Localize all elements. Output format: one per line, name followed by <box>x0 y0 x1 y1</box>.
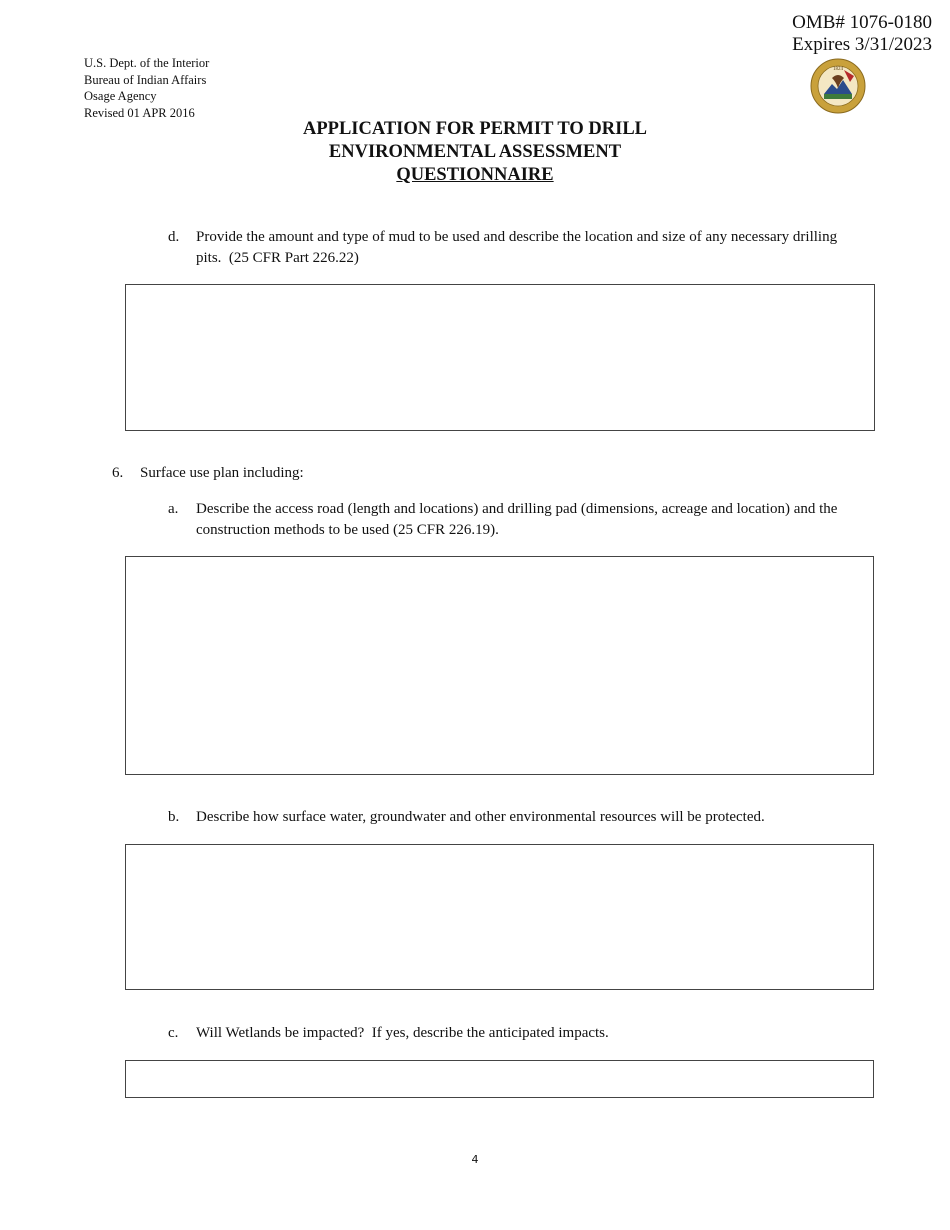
question-c <box>168 1023 888 1045</box>
agency-department: U.S. Dept. of the Interior <box>84 56 210 70</box>
question-c-text: Will Wetlands be impacted? If yes, describe the anticipated impacts. <box>196 1025 609 1041</box>
question-a-text <box>196 499 886 540</box>
question-b <box>168 807 888 829</box>
agency-office: Osage Agency <box>84 89 157 103</box>
answer-box-c[interactable] <box>125 1060 874 1098</box>
question-d-line-1: Provide the amount and type of mud to be used and describe the location and size of any necessary drilling <box>196 229 838 245</box>
page-number: 4 <box>471 1153 479 1166</box>
title-questionnaire: QUESTIONNAIRE <box>396 165 554 185</box>
agency-bureau: Bureau of Indian Affairs <box>84 72 207 87</box>
question-d-text <box>196 227 886 268</box>
question-d-marker: d. <box>168 229 180 245</box>
seal-year: 1824 <box>833 67 843 72</box>
question-d-line-2: pits. (25 CFR Part 226.22) <box>196 249 359 266</box>
omb-info <box>792 12 932 56</box>
answer-box-d[interactable] <box>125 284 875 431</box>
doi-seal-icon <box>810 58 866 114</box>
question-a <box>168 499 888 541</box>
question-d <box>168 227 888 269</box>
agency-block <box>84 55 209 121</box>
omb-expiration: Expires 3/31/2023 <box>792 34 932 55</box>
answer-box-b[interactable] <box>125 844 874 990</box>
answer-box-a[interactable] <box>125 556 874 775</box>
title-line-1: APPLICATION FOR PERMIT TO DRILL <box>302 119 647 139</box>
question-a-line-1: Describe the access road (length and locations) and drilling pad (dimensions, acreage and location) and the <box>196 501 838 517</box>
section-6 <box>112 463 512 485</box>
question-c-marker: c. <box>168 1025 179 1041</box>
title-line-3 <box>0 164 950 187</box>
omb-number: OMB# 1076-0180 <box>792 12 932 33</box>
revision-date: Revised 01 APR 2016 <box>84 105 195 120</box>
title-line-2: ENVIRONMENTAL ASSESSMENT <box>328 142 622 162</box>
question-a-marker: a. <box>168 501 179 517</box>
section-6-text: Surface use plan including: <box>140 465 304 481</box>
section-6-marker: 6. <box>112 465 124 481</box>
page-title <box>0 118 950 187</box>
question-a-line-2: construction methods to be used (25 CFR 226.19). <box>196 521 499 538</box>
question-b-marker: b. <box>168 809 180 825</box>
question-b-text: Describe how surface water, groundwater and other environmental resources will be protected. <box>196 809 765 825</box>
